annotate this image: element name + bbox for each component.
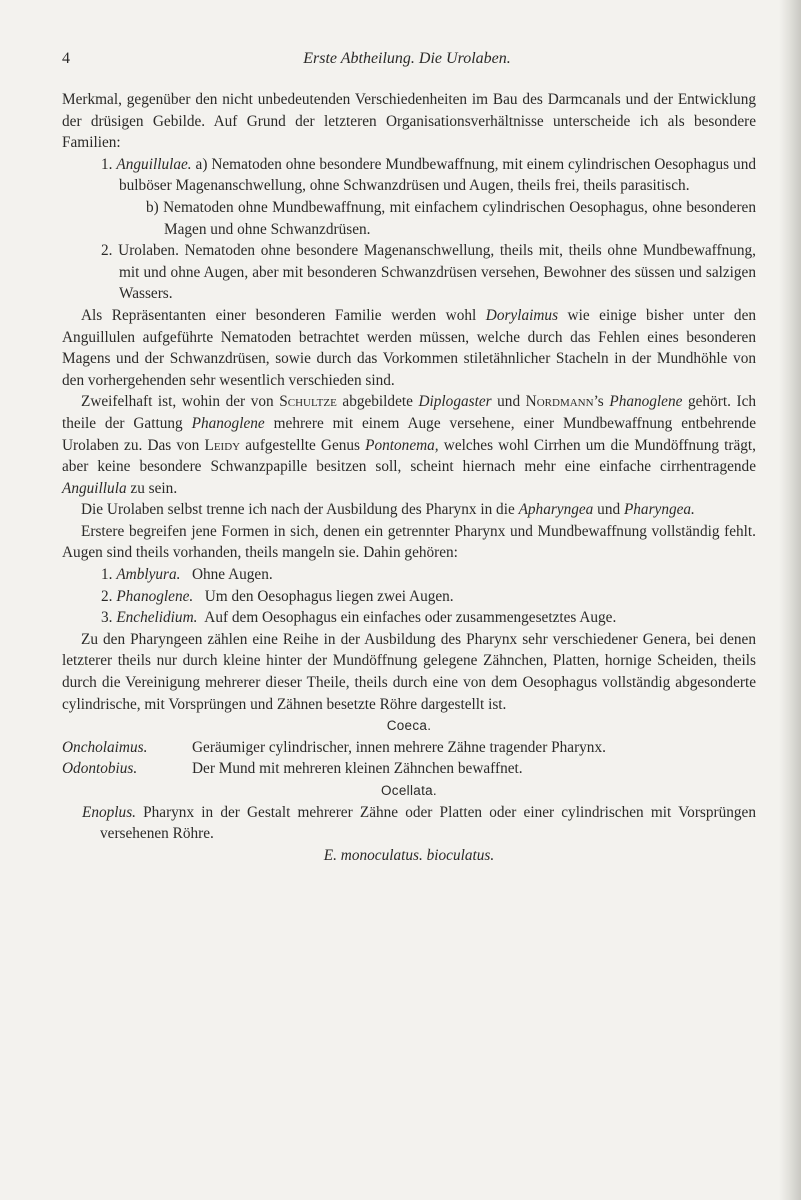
genus-odontobius [62, 758, 756, 780]
intro-paragraph: Merkmal, gegenüber den nicht unbedeutenden Verschiedenheiten im Bau des Darmcanals und der Entwicklung der drüsigen Gebilde. Auf Grund der letzteren Organisationsverhältnisse unterscheide ich als besondere Familien: [62, 91, 756, 152]
list-number: 3. [101, 609, 113, 627]
genus-name: Pontonema, [365, 436, 439, 454]
genus-name: Oncholaimus. [62, 738, 148, 756]
paragraph-diplogaster [62, 391, 756, 499]
family-item-2 [62, 240, 756, 305]
genus-desc: Um den Oesophagus liegen zwei Augen. [204, 587, 454, 605]
genus-name: Phanoglene. [116, 587, 194, 605]
text-run: wie einige bisher unter den Anguillulen aufgeführte Nematoden betrachtet werden müssen, welche durch das Fehlen eines besonderen Magens und der Schwanzdrüsen, sowie durch das Vorkommen stiletähnlicher Stacheln in der Mundhöhle von den vorhergehenden sehr wesentlich verschieden sind. [62, 306, 757, 389]
species-list: E. monoculatus. bioculatus. [323, 846, 495, 864]
text-run: zu sein. [126, 479, 178, 497]
genus-name: Enchelidium. [116, 609, 198, 627]
text-run: Zweifelhaft ist, wohin der von [81, 393, 280, 411]
genus-desc: Ohne Augen. [191, 566, 273, 584]
genus-desc: Geräumiger cylindrischer, innen mehrere Zähne tragender Pharynx. [192, 738, 606, 756]
family-number: 2. [101, 242, 113, 260]
text-run: ’s [593, 393, 610, 411]
genus-enoplus [62, 802, 756, 845]
family-item-1a [62, 154, 756, 197]
page-header [62, 50, 752, 74]
paragraph-dorylaimus [62, 305, 756, 391]
family-item-1b: b) Nematoden ohne Mundbewaffnung, mit einfachem cylindrischen Oesophagus, ohne besonderen Magen und ohne Schwanzdrüsen. [146, 198, 756, 238]
text-run: aufgestellte Genus [240, 436, 366, 454]
heading-coeca: Coeca. [386, 718, 432, 734]
genus-desc: Auf dem Oesophagus ein einfaches oder zusammengesetztes Auge. [204, 609, 617, 627]
heading-ocellata: Ocellata. [381, 783, 437, 798]
text-run: Die Urolaben selbst trenne ich nach der Ausbildung des Pharynx in die [81, 501, 519, 519]
genus-name: Diplogaster [418, 393, 492, 411]
list-item-enchelidium [62, 607, 756, 629]
page-number: 4 [62, 50, 70, 67]
family-desc: a) Nematoden ohne besondere Mundbewaffnung, mit einem cylindrischen Oesophagus und bulböser Magenanschwellung, ohne Schwanzdrüsen und Augen, theils frei, theils parasitisch. [119, 155, 756, 195]
body-text [62, 89, 756, 866]
text-run: mehrere mit einem Auge versehene, einer Mundbewaffnung entbehrende Urolaben zu. Das von [62, 414, 756, 454]
genus-name: Amblyura. [116, 566, 181, 584]
running-title: Erste Abtheilung. Die Urolaben. [303, 50, 511, 67]
genus-name: Anguillula [62, 479, 127, 497]
genus-desc: Der Mund mit mehreren kleinen Zähnchen bewaffnet. [192, 760, 523, 778]
paragraph-pharyngea: Zu den Pharyngeen zählen eine Reihe in der Ausbildung des Pharynx sehr verschiedener Genera, bei denen letzterer theils nur durch kleine hinter der Mundöffnung gelegene Zähnchen, Platten, hornige Scheiden, theils durch die Vereinigung mehrerer dieser Theile, theils durch eine von dem Oesophagus vollständig abgesonderte cylindrische, mit Vorsprüngen und Zähnen besetzte Röhre dargestellt ist. [62, 630, 756, 713]
text-run: und [491, 393, 526, 411]
genus-name: Odontobius. [62, 760, 138, 778]
text-run: und [593, 501, 624, 519]
list-number: 1. [101, 566, 113, 584]
family-number: 1. [101, 155, 113, 173]
list-item-phanoglene [62, 586, 756, 608]
family-name: Anguillulae. [116, 155, 192, 173]
group-name: Pharyngea. [623, 501, 695, 519]
paragraph-division [62, 499, 756, 521]
author-name: Schultze [279, 393, 337, 411]
genus-desc: Pharynx in der Gestalt mehrerer Zähne oder Platten oder einer cylindrischen mit Vorsprüngen versehenen Röhre. [100, 803, 756, 843]
genus-name: Phanoglene [191, 414, 265, 432]
text-run: Als Repräsentanten einer besonderen Familie werden wohl [81, 306, 486, 324]
genus-name: Dorylaimus [485, 306, 559, 324]
family-desc: Urolaben. Nematoden ohne besondere Magenanschwellung, theils mit, theils ohne Mundbewaffnung, mit und ohne Augen, aber mit besonderen Schwanzdrüsen versehen, Bewohner des süssen und salzigen Wassers. [118, 242, 756, 303]
paragraph-apharyngea: Erstere begreifen jene Formen in sich, denen ein getrennter Pharynx und Mundbewaffnung vollständig fehlt. Augen sind theils vorhanden, theils mangeln sie. Dahin gehören: [62, 522, 756, 562]
author-name: Nordmann [525, 393, 594, 411]
list-number: 2. [101, 587, 113, 605]
text-run: gehört. Ich theile der Gattung [62, 393, 757, 432]
text-run: abgebildete [336, 393, 419, 411]
page-edge-shadow [779, 0, 801, 1200]
text-run: welches wohl Cirrhen um die Mundöffnung trägt, aber keine besondere Schwanzpapille besitzen soll, scheint hiernach mehr eine einfache cirrhentragende [62, 436, 756, 476]
author-name: Leidy [204, 436, 241, 454]
genus-name: Enoplus. [82, 803, 136, 821]
list-item-amblyura [62, 564, 756, 586]
genus-name: Phanoglene [609, 393, 683, 411]
genus-oncholaimus [62, 737, 756, 759]
group-name: Apharyngea [518, 501, 594, 519]
